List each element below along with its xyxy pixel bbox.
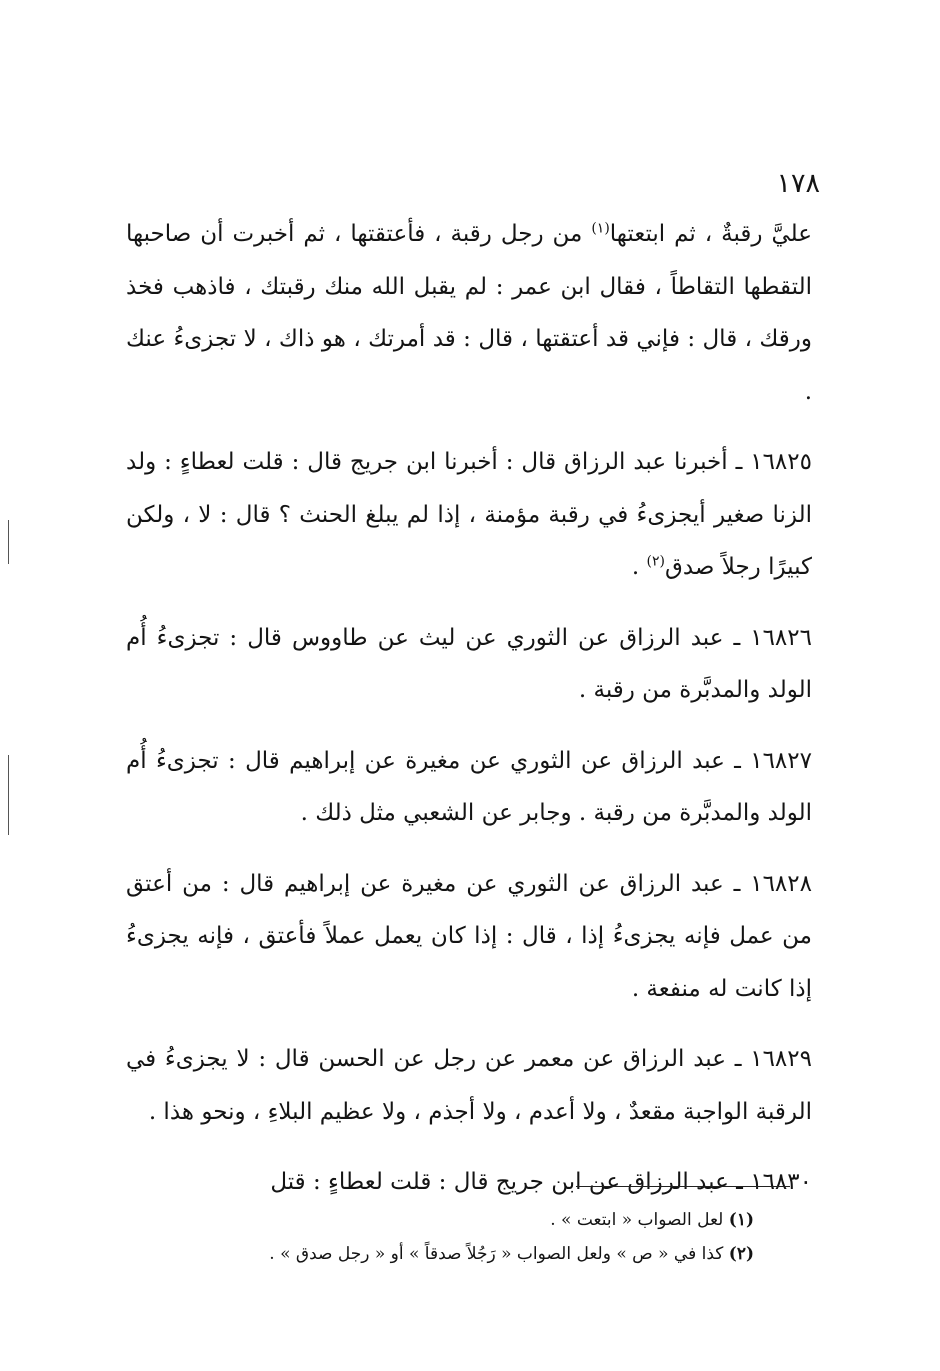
hadith-number: ١٦٨٢٧ [750,747,812,774]
hadith-16825 [126,436,812,594]
hadith-16826 [126,612,812,717]
paragraph-text: ـ عبد الرزاق عن الثوري عن ليث عن طاووس قال : تجزىءُ أُم الولد والمدبَّرة من رقبة . [126,624,812,703]
paragraph-text: عليَّ رقبةٌ ، ثم ابتعتها [609,221,812,247]
paragraph-text: ـ عبد الرزاق عن الثوري عن مغيرة عن إبراهيم قال : تجزىءُ أُم الولد والمدبَّرة من رقبة . وجابر عن الشعبي مثل ذلك . [126,747,812,826]
main-text [126,208,812,1209]
page-number: ١٧٨ [776,168,820,199]
paragraph-text: . [631,554,647,580]
hadith-number: ١٦٨٢٩ [750,1046,812,1072]
footnote-1 [154,1203,754,1237]
paragraph-text: ـ عبد الرزاق عن ابن جريج قال : قلت لعطاءٍ : قتل [270,1169,751,1195]
hadith-16830 [126,1156,812,1209]
hadith-16827 [126,735,812,840]
footnote-reference: (٢) [646,553,665,570]
paragraph-text: من رجل رقبة ، فأعتقتها ، ثم أخبرت أن صاحبها التقطها التقاطاً ، فقال ابن عمر : لم يقبل الله منك رقبتك ، فاذهب فخذ ورقك ، قال : فإني قد أعتقتها ، قال : قد أمرتك ، هو ذاك ، لا تجزىءُ عنك . [126,221,812,405]
hadith-16828 [126,858,812,1016]
paragraph-text: ـ عبد الرزاق عن الثوري عن مغيرة عن إبراهيم قال : من أعتق من عمل فإنه يجزىءُ إذا ، قال : إذا كان يعمل عملاً فأعتق ، فإنه يجزىءُ إذا كانت له منفعة . [126,870,812,1002]
footnote-text: كذا في « ص » ولعل الصواب « رَجُلاً صدقاً » أو « رجل صدق » . [269,1244,729,1264]
footnote-text: لعل الصواب « ابتعت » . [550,1210,729,1230]
footnote-2 [154,1237,754,1271]
paragraph-text: ـ عبد الرزاق عن معمر عن رجل عن الحسن قال : لا يجزىءُ في الرقبة الواجبة مقعدٌ ، ولا أعدم ، ولا أجذم ، ولا عظيم البلاءِ ، ونحو هذا . [126,1046,812,1125]
footnote-reference: (١) [591,220,610,237]
hadith-16829 [126,1033,812,1138]
hadith-number: ١٦٨٢٦ [750,624,812,651]
scan-margin-mark [8,755,9,835]
footnotes [154,1203,754,1271]
hadith-number: ١٦٨٢٨ [750,870,812,897]
footnote-marker: (١) [728,1210,754,1230]
scan-margin-mark [8,520,9,564]
hadith-number: ١٦٨٣٠ [750,1169,812,1195]
paragraph-text: ـ أخبرنا عبد الرزاق قال : أخبرنا ابن جريج قال : قلت لعطاءٍ : ولد الزنا صغير أيجزىءُ في رقبة مؤمنة ، إذا لم يبلغ الحنث ؟ قال : لا ، ولكن كبيرًا رجلاً صدق [126,449,812,580]
paragraph-continuation [126,208,812,418]
footnote-divider [576,1186,790,1187]
footnote-marker: (٢) [728,1244,754,1264]
hadith-number: ١٦٨٢٥ [750,449,812,475]
